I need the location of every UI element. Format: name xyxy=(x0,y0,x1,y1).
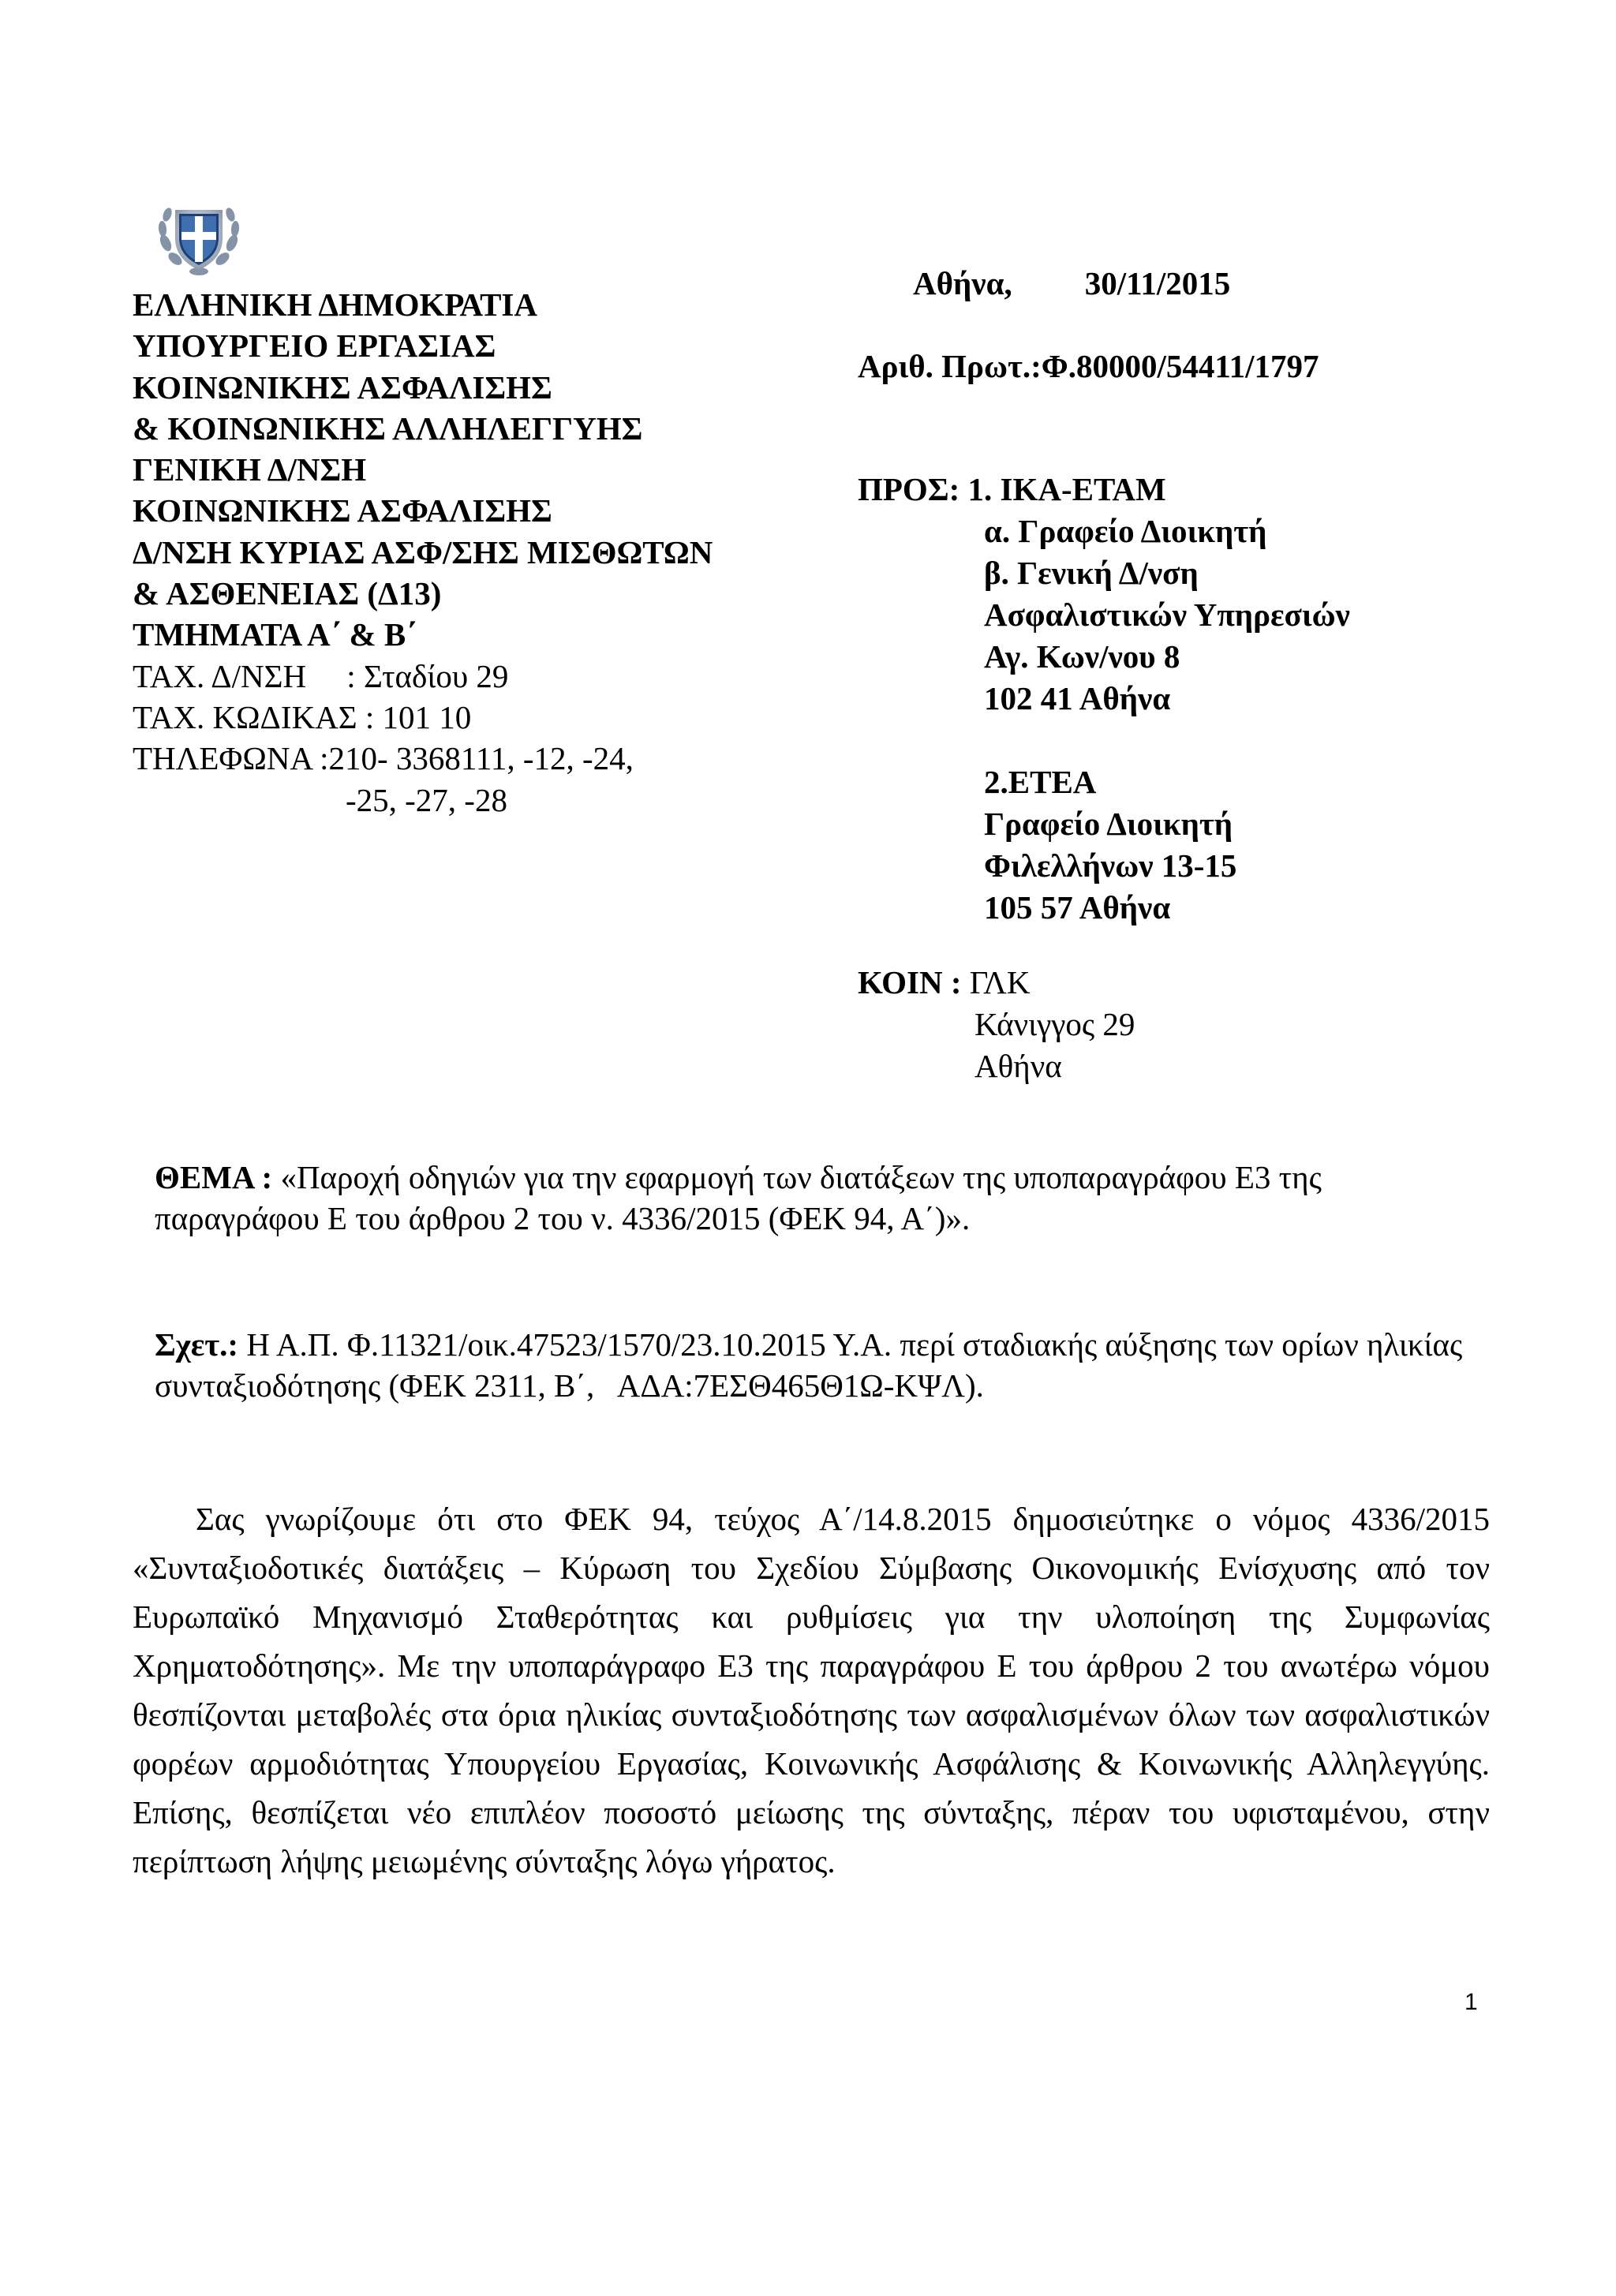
page-number: 1 xyxy=(1464,1989,1478,2015)
recipient-1-line: 102 41 Αθήνα xyxy=(984,680,1171,716)
subject-block xyxy=(155,1157,1464,1239)
reference-label: Σχετ.: xyxy=(155,1326,239,1363)
postal-address: ΤΑΧ. Δ/ΝΣΗ : Σταδίου 29 xyxy=(133,657,509,694)
sender-line: ΚΟΙΝΩΝΙΚΗΣ ΑΣΦΑΛΙΣΗΣ xyxy=(133,492,552,529)
recipient-2-line: Φιλελλήνων 13-15 xyxy=(984,847,1237,884)
recipient-2-line: Γραφείο Διοικητή xyxy=(984,806,1233,842)
recipient-1-line: Ασφαλιστικών Υπηρεσιών xyxy=(984,596,1350,633)
recipient-1-title: 1. ΙΚΑ-ΕΤΑΜ xyxy=(967,471,1166,507)
cc-first-line xyxy=(858,962,1135,1004)
sender-block xyxy=(133,284,843,821)
cc-label: ΚΟΙΝ : xyxy=(858,964,962,1000)
body-paragraph: Σας γνωρίζουμε ότι στο ΦΕΚ 94, τεύχος Α΄/14.8.2015 δημοσιεύτηκε ο νόμος 4336/2015 «Συνταξιοδοτικές διατάξεις – Κύρωση του Σχεδίου Σύμβασης Οικονομικής Ενίσχυσης από τον Ευρωπαϊκό Μηχανισμό Σταθερότητας και ρυθμίσεις για την υλοποίηση της Συμφωνίας Χρηματοδότησης». Με την υποπαράγραφο Ε3 της παραγράφου Ε του άρθρου 2 του ανωτέρω νόμου θεσπίζονται μεταβολές στα όρια ηλικίας συνταξιοδότησης των ασφαλισμένων όλων των ασφαλιστικών φορέων αρμοδιότητας Υπουργείου Εργασίας, Κοινωνικής Ασφάλισης & Κοινωνικής Αλληλεγγύης. Επίσης, θεσπίζεται νέο επιπλέον ποσοστό μείωσης της σύνταξης, πέραν του υφισταμένου, στην περίπτωση λήψης μειωμένης σύνταξης λόγω γήρατος. xyxy=(133,1501,1490,1879)
recipients-block xyxy=(858,469,1350,929)
sender-line: Δ/ΝΣΗ ΚΥΡΙΑΣ ΑΣΦ/ΣΗΣ ΜΙΣΘΩΤΩΝ xyxy=(133,533,713,570)
phone-numbers-continued: -25, -27, -28 xyxy=(346,781,507,818)
date-label: Αθήνα, xyxy=(913,265,1012,301)
recipient-1-line: β. Γενική Δ/νση xyxy=(984,555,1199,591)
recipient-1-line: Αγ. Κων/νου 8 xyxy=(984,638,1180,675)
sender-line: & ΑΣΘΕΝΕΙΑΣ (Δ13) xyxy=(133,575,442,612)
sender-line: ΚΟΙΝΩΝΙΚΗΣ ΑΣΦΑΛΙΣΗΣ xyxy=(133,368,552,406)
cc-block xyxy=(858,962,1135,1087)
reference-block xyxy=(155,1324,1471,1406)
recipient-2-title: 2.ΕΤΕΑ xyxy=(984,764,1097,800)
coat-of-arms-icon xyxy=(155,193,243,281)
reference-text: Η Α.Π. Φ.11321/οικ.47523/1570/23.10.2015 Υ.Α. περί σταδιακής αύξησης των ορίων ηλικίας συνταξιοδότησης (ΦΕΚ 2311, Β΄, ΑΔΑ:7ΕΣΘ465Θ1Ω-ΚΨΛ). xyxy=(155,1326,1471,1404)
sender-line: & ΚΟΙΝΩΝΙΚΗΣ ΑΛΛΗΛΕΓΓΥΗΣ xyxy=(133,409,643,447)
pros-label: ΠΡΟΣ: xyxy=(858,471,960,507)
sender-line: ΤΜΗΜΑΤΑ Α΄ & Β΄ xyxy=(133,616,417,653)
cc-line: Αθήνα xyxy=(974,1048,1062,1084)
phone-numbers: ΤΗΛΕΦΩΝΑ :210- 3368111, -12, -24, xyxy=(133,740,634,777)
greek-coat-of-arms-logo xyxy=(155,193,243,281)
sender-line: ΓΕΝΙΚΗ Δ/ΝΣΗ xyxy=(133,451,367,488)
recipient-1-line: α. Γραφείο Διοικητή xyxy=(984,513,1267,549)
date-line xyxy=(913,264,1230,302)
recipient-2-line: 105 57 Αθήνα xyxy=(984,889,1171,926)
sender-line: ΥΠΟΥΡΓΕΙΟ ΕΡΓΑΣΙΑΣ xyxy=(133,327,496,365)
recipient-1-title-line xyxy=(858,469,1350,510)
subject-text: «Παροχή οδηγιών για την εφαρμογή των διατάξεων της υποπαραγράφου Ε3 της παραγράφου Ε του άρθρου 2 του ν. 4336/2015 (ΦΕΚ 94, Α΄)». xyxy=(155,1159,1322,1236)
subject-label: ΘΕΜΑ : xyxy=(155,1159,273,1195)
cc-recipient: ΓΛΚ xyxy=(969,964,1031,1000)
date-value: 30/11/2015 xyxy=(1084,265,1231,301)
sender-line: ΕΛΛΗΝΙΚΗ ΔΗΜΟΚΡΑΤΙΑ xyxy=(133,286,537,323)
protocol-number: Αριθ. Πρωτ.:Φ.80000/54411/1797 xyxy=(858,348,1319,384)
cc-line: Κάνιγγος 29 xyxy=(974,1006,1135,1042)
postal-code: ΤΑΧ. ΚΩΔΙΚΑΣ : 101 10 xyxy=(133,698,472,735)
